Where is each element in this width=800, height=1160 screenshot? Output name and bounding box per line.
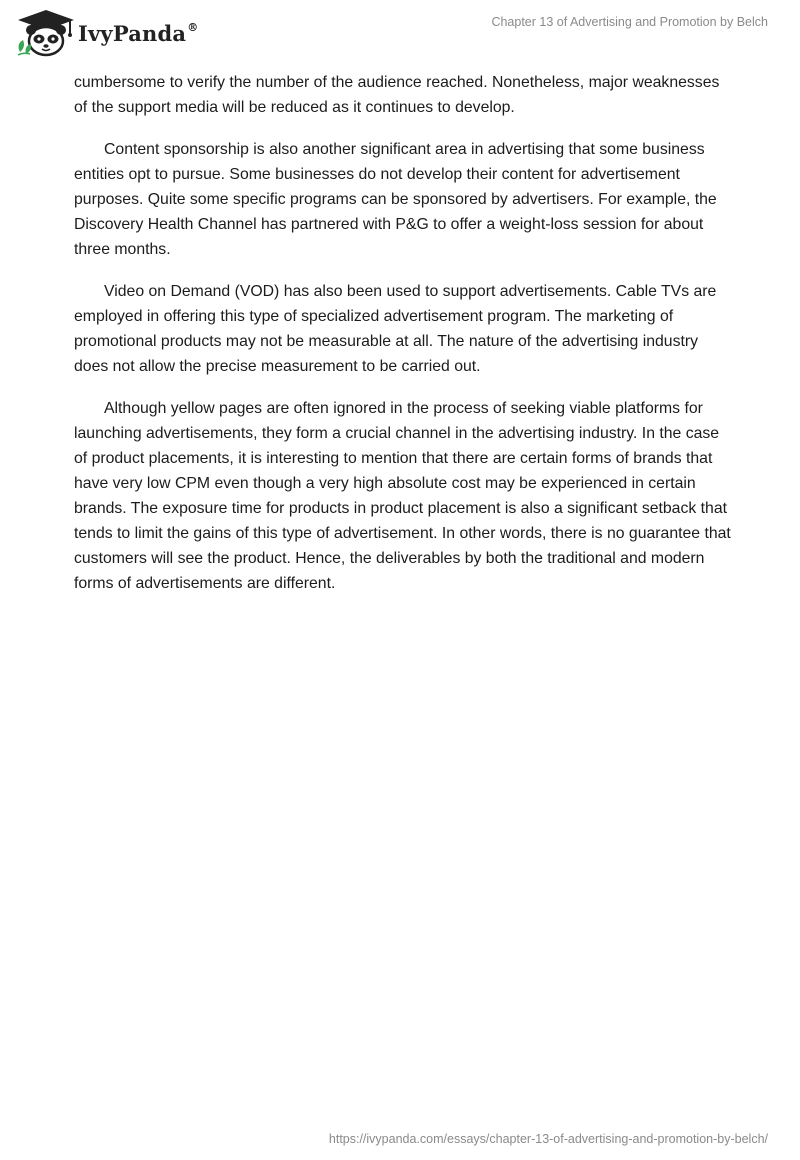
source-url[interactable]: https://ivypanda.com/essays/chapter-13-of-advertising-and-promotion-by-belch/ — [328, 1132, 768, 1146]
brand-name: IvyPanda® — [78, 21, 199, 46]
paragraph-video-on-demand: Video on Demand (VOD) has also been used to support advertisements. Cable TVs are employed in offering this type of specialized advertisement program. The marketing of promotional products may not be measurable at all. The nature of the advertising industry does not allow the precise measurement to be carried out. — [74, 283, 717, 375]
page-header — [0, 0, 800, 64]
panda-graduate-icon — [14, 8, 78, 58]
paragraph-yellow-pages: Although yellow pages are often ignored in the process of seeking viable platforms for launching advertisements, they form a crucial channel in the advertising industry. In the case of product placements, it is interesting to mention that there are certain forms of brands that have very low CPM even though a very high absolute cost may be experienced in certain brands. The exposure time for products in product placement is also a significant setback that tends to limit the gains of this type of advertisement. In other words, there is no guarantee that customers will see the product. Hence, the deliverables by both the traditional and modern forms of advertisements are different. — [74, 400, 731, 592]
paragraph-continuation: cumbersome to verify the number of the audience reached. Nonetheless, major weaknesses of the support media will be reduced as it continues to develop. — [74, 74, 720, 116]
document-title: Chapter 13 of Advertising and Promotion by Belch — [491, 15, 768, 29]
paragraph-content-sponsorship: Content sponsorship is also another significant area in advertising that some business entities opt to pursue. Some businesses do not develop their content for advertisement purposes. Quite some specific programs can be sponsored by advertisers. For example, the Discovery Health Channel has partnered with P&G to offer a weight-loss session for about three months. — [74, 141, 717, 258]
registered-mark: ® — [187, 21, 199, 34]
ivypanda-logo[interactable] — [14, 8, 204, 58]
essay-body — [74, 70, 734, 613]
